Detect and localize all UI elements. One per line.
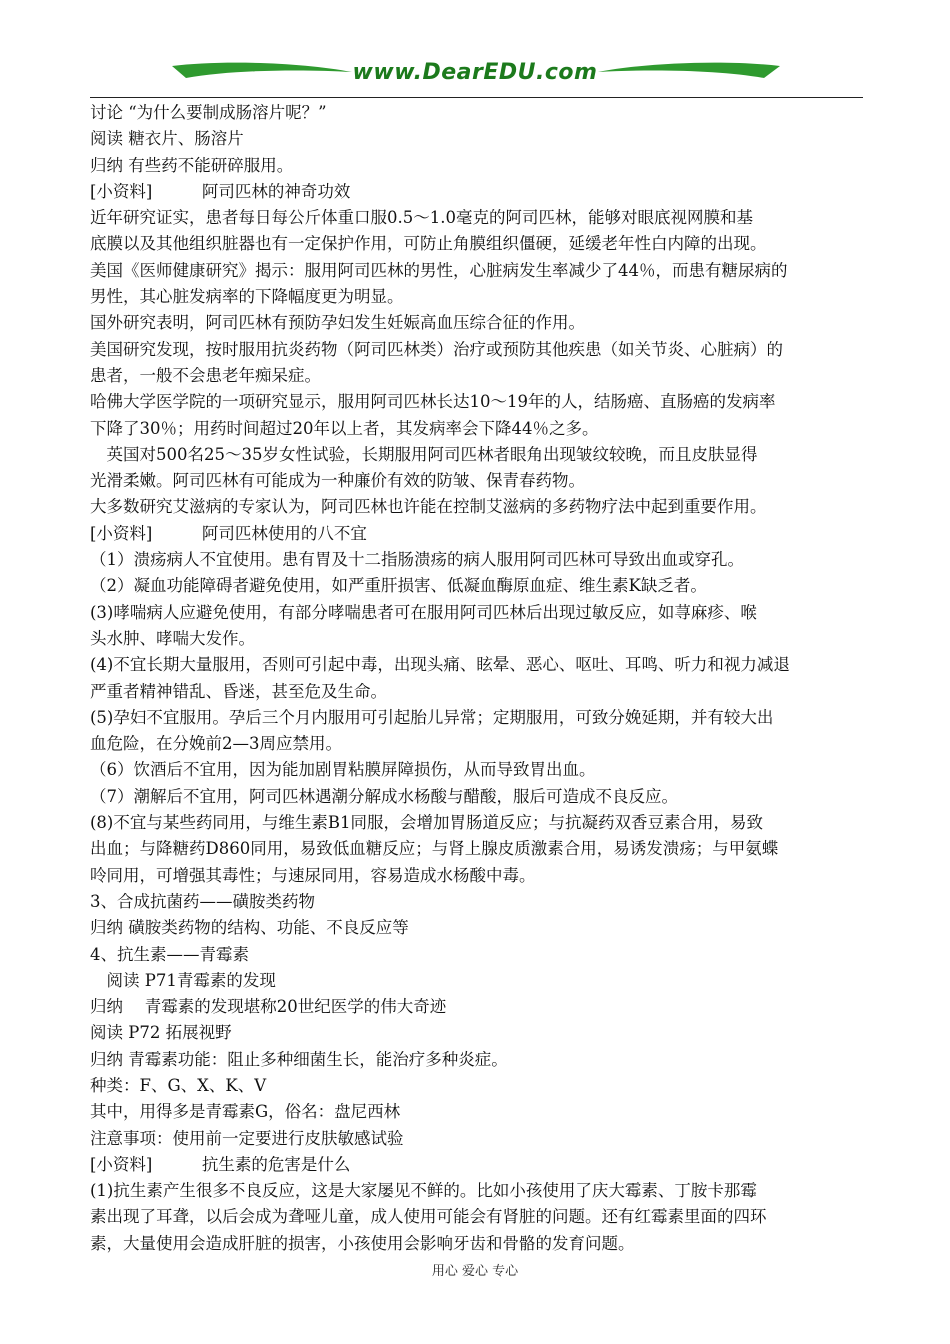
text-line: (5)孕妇不宜服用。孕后三个月内服用可引起胎儿异常；定期服用，可致分娩延期，并有较大出 — [90, 707, 774, 727]
text-line: 英国对500名25～35岁女性试验，长期服用阿司匹林者眼角出现皱纹较晚，而且皮肤显得 — [90, 444, 758, 464]
text-line: （6）饮酒后不宜用，因为能加剧胃粘膜屏障损伤，从而导致胃出血。 — [90, 760, 596, 780]
text-line: 哈佛大学医学院的一项研究显示，服用阿司匹林长达10～19年的人，结肠癌、直肠癌的发病率 — [90, 392, 776, 412]
text-line: 呤同用，可增强其毒性；与速尿同用，容易造成水杨酸中毒。 — [90, 865, 536, 885]
text-line: 血危险，在分娩前2—3周应禁用。 — [90, 734, 342, 754]
text-line: 患者，一般不会患老年痴呆症。 — [90, 365, 321, 385]
text-line: 4、抗生素——青霉素 — [90, 944, 249, 964]
text-line: 严重者精神错乱、昏迷，甚至危及生命。 — [90, 681, 387, 701]
text-line: 阅读 P71青霉素的发现 — [90, 970, 276, 990]
text-line: 大多数研究艾滋病的专家认为，阿司匹林也许能在控制艾滋病的多药物疗法中起到重要作用。 — [90, 497, 767, 517]
text-line: 归纳 有些药不能研碎服用。 — [90, 155, 294, 175]
text-line: （7）潮解后不宜用，阿司匹林遇潮分解成水杨酸与醋酸，服后可造成不良反应。 — [90, 786, 678, 806]
text-line: (4)不宜长期大量服用，否则可引起中毒，出现头痛、眩晕、恶心、呕吐、耳鸣、听力和视力减退 — [90, 655, 790, 675]
text-line: 3、合成抗菌药——磺胺类药物 — [90, 891, 315, 911]
text-line: [小资料] 阿司匹林的神奇功效 — [90, 181, 351, 201]
text-line: 注意事项：使用前一定要进行皮肤敏感试验 — [90, 1128, 404, 1148]
text-line: (8)不宜与某些药同用，与维生素B1同服，会增加胃肠道反应；与抗凝药双香豆素合用，易致 — [90, 813, 763, 833]
text-line: 光滑柔嫩。阿司匹林有可能成为一种廉价有效的防皱、保青春药物。 — [90, 471, 585, 491]
text-line: (1)抗生素产生很多不良反应，这是大家屡见不鲜的。比如小孩使用了庆大霉素、丁胺卡那霉 — [90, 1181, 757, 1201]
text-line: 下降了30％；用药时间超过20年以上者，其发病率会下降44％之多。 — [90, 418, 599, 438]
text-line: 阅读 P72 拓展视野 — [90, 1023, 232, 1043]
text-line: 头水肿、哮喘大发作。 — [90, 628, 255, 648]
text-line: 近年研究证实，患者每日每公斤体重口服0.5～1.0毫克的阿司匹林，能够对眼底视网膜和基 — [90, 208, 753, 228]
text-line: 阅读 糖衣片、肠溶片 — [90, 129, 244, 149]
text-line: [小资料] 抗生素的危害是什么 — [90, 1154, 351, 1174]
text-line: 底膜以及其他组织脏器也有一定保护作用，可防止角膜组织僵硬，延缓老年性白内障的出现。 — [90, 234, 767, 254]
site-title: www.DearEDU.com — [352, 60, 598, 85]
text-line: (3)哮喘病人应避免使用，有部分哮喘患者可在服用阿司匹林后出现过敏反应，如荨麻疹、喉 — [90, 602, 757, 622]
page-header — [90, 56, 860, 96]
text-line: 种类：F、G、X、K、V — [90, 1075, 267, 1095]
text-line: 其中，用得多是青霉素G，俗名：盘尼西林 — [90, 1102, 401, 1122]
header-divider — [90, 97, 863, 98]
page-footer: 用心 爱心 专心 — [431, 1264, 519, 1279]
text-line: 素出现了耳聋，以后会成为聋哑儿童，成人使用可能会有肾脏的问题。还有红霉素里面的四环 — [90, 1207, 767, 1227]
text-line: 男性，其心脏发病率的下降幅度更为明显。 — [90, 287, 404, 307]
text-line: 美国研究发现，按时服用抗炎药物（阿司匹林类）治疗或预防其他疾患（如关节炎、心脏病）的 — [90, 339, 783, 359]
text-line: [小资料] 阿司匹林使用的八不宜 — [90, 523, 367, 543]
text-line: 归纳 青霉素功能：阻止多种细菌生长，能治疗多种炎症。 — [90, 1049, 508, 1069]
text-line: 出血；与降糖药D860同用，易致低血糖反应；与肾上腺皮质激素合用，易诱发溃疡；与甲氨蝶 — [90, 839, 779, 859]
text-line: 素，大量使用会造成肝脏的损害，小孩使用会影响牙齿和骨骼的发育问题。 — [90, 1233, 635, 1253]
text-line: 归纳 青霉素的发现堪称20世纪医学的伟大奇迹 — [90, 997, 447, 1017]
text-line: 美国《医师健康研究》揭示：服用阿司匹林的男性，心脏病发生率减少了44％，而患有糖尿病的 — [90, 260, 788, 280]
text-line: （1）溃疡病人不宜使用。患有胃及十二指肠溃疡的病人服用阿司匹林可导致出血或穿孔。 — [90, 550, 744, 570]
document-body — [90, 100, 870, 1257]
text-line: 国外研究表明，阿司匹林有预防孕妇发生妊娠高血压综合征的作用。 — [90, 313, 585, 333]
text-line: 讨论 “为什么要制成肠溶片呢？” — [90, 103, 327, 122]
text-line: 归纳 磺胺类药物的结构、功能、不良反应等 — [90, 918, 409, 938]
text-line: （2）凝血功能障碍者避免使用，如严重肝损害、低凝血酶原血症、维生素K缺乏者。 — [90, 576, 707, 596]
